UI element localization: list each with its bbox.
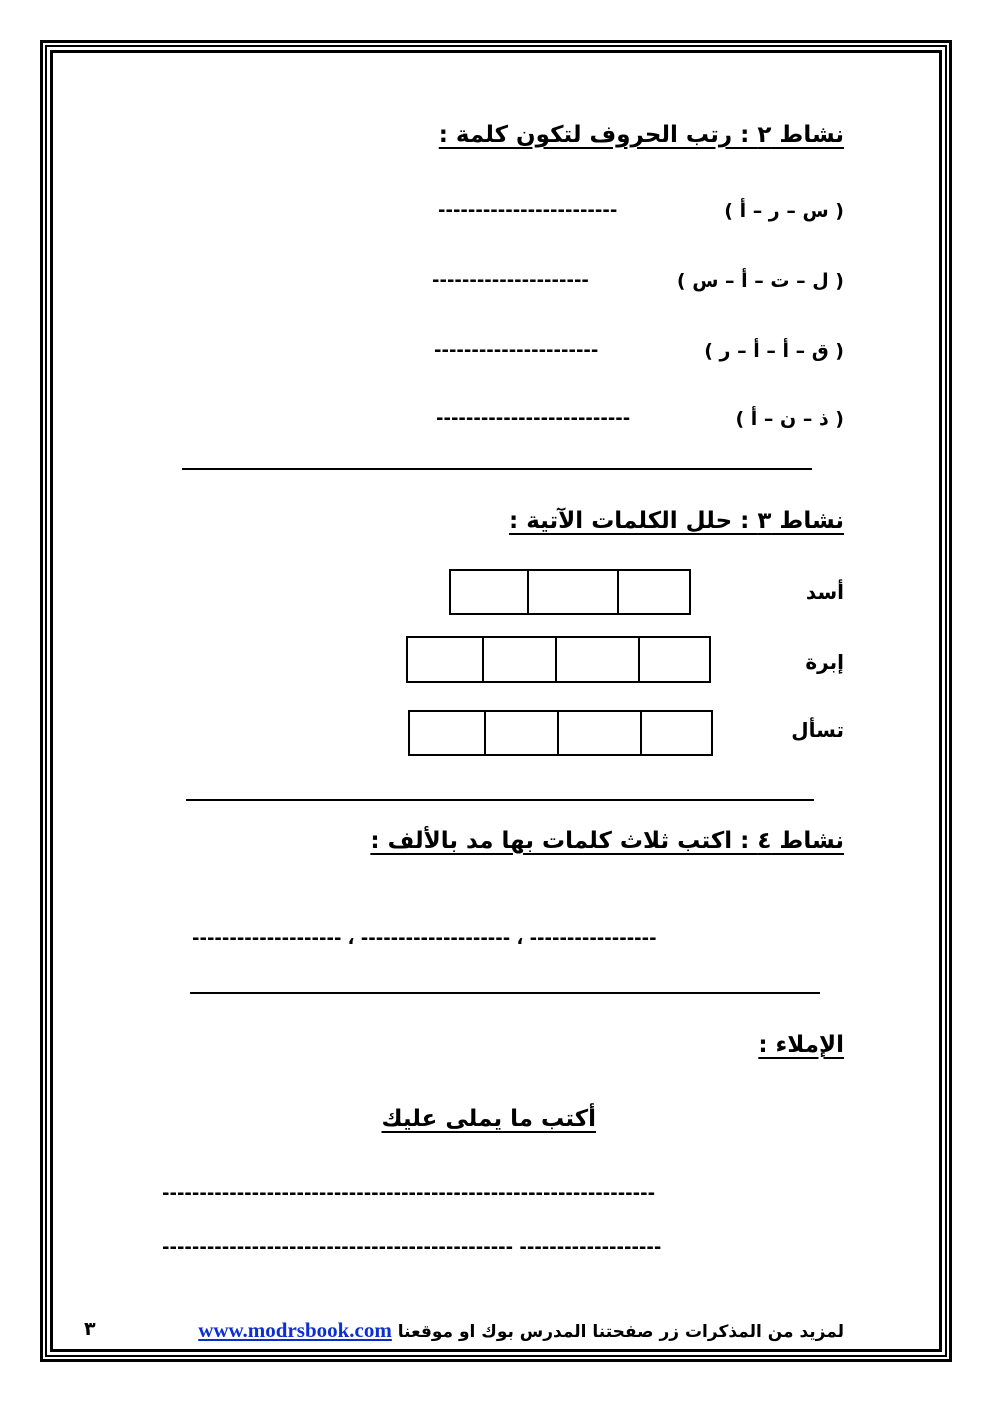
letter-box[interactable] [557,712,640,754]
dictation-line-1: ------------------------------------------------------------------ [162,1183,656,1204]
activity3-boxes-2 [406,636,711,683]
page-number: ٣ [84,1318,96,1340]
activity3-heading: نشاط ٣ : حلل الكلمات الآتية : [509,508,844,534]
activity2-item-2-blank: --------------------- [432,270,589,291]
activity2-item-4-blank: -------------------------- [436,408,631,429]
activity2-item-4-letters: ( ذ – ن – أ ) [735,408,844,430]
activity2-heading: نشاط ٢ : رتب الحروف لتكون كلمة : [438,122,844,148]
letter-box[interactable] [555,638,638,681]
activity3-boxes-3 [408,710,713,756]
letter-box[interactable] [640,712,711,754]
letter-box[interactable] [617,571,689,613]
letter-box[interactable] [482,638,555,681]
activity4-heading: نشاط ٤ : اكتب ثلاث كلمات بها مد بالألف : [370,828,844,854]
letter-box[interactable] [451,571,527,613]
activity4-blanks: -------------------- ، -------------------- ، ----------------- [192,928,657,949]
page-border-inner [50,50,942,1352]
footer-text [198,1318,844,1343]
dictation-heading: الإملاء : [758,1032,844,1058]
activity2-item-3-blank: ---------------------- [434,340,599,361]
activity3-boxes-1 [449,569,691,615]
letter-box[interactable] [638,638,709,681]
section-divider-1 [182,468,812,470]
footer-website-link[interactable]: www.modrsbook.com [198,1318,392,1342]
activity3-word-3: تسأل [791,718,844,742]
letter-box[interactable] [527,571,617,613]
activity2-item-2-letters: ( ل – ت – أ – س ) [676,270,844,292]
footer-promo: لمزيد من المذكرات زر صفحتنا المدرس بوك او موقعنا [397,1322,844,1342]
activity2-item-3-letters: ( ق – أ – أ – ر ) [704,340,844,362]
activity2-item-1-blank: ------------------------ [438,200,618,221]
letter-box[interactable] [410,712,484,754]
activity2-item-1-letters: ( س – ر – أ ) [724,200,844,222]
section-divider-3 [190,992,820,994]
activity3-word-2: إبرة [805,650,844,674]
dictation-instruction: أكتب ما يملى عليك [381,1106,596,1132]
letter-box[interactable] [408,638,482,681]
letter-box[interactable] [484,712,557,754]
activity3-word-1: أسد [805,580,844,604]
section-divider-2 [186,799,814,801]
dictation-line-2: ----------------------------------------------- ------------------- [162,1237,662,1258]
